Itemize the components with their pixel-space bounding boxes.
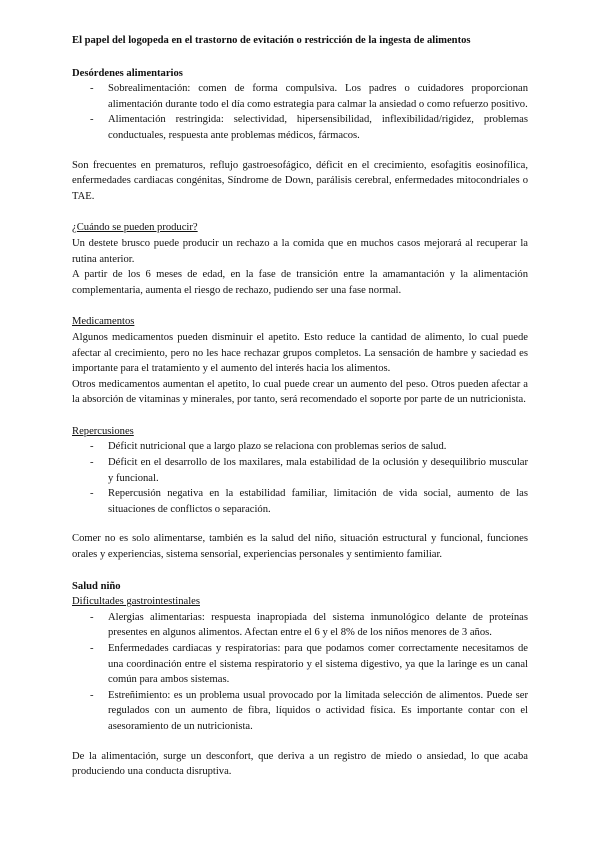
paragraph: Son frecuentes en prematuros, reflujo gastroesofágico, déficit en el crecimiento, esofagitis eosinofílica, enfermedades cardiacas congénitas, Síndrome de Down, parálisis cerebral, enfermedades mitocondriales o TAE. (72, 159, 528, 202)
list-item: - Déficit en el desarrollo de los maxilares, mala estabilidad de la oclusión y desequilibrio muscular y funcional. (90, 457, 528, 484)
list-item: - Repercusión negativa en la estabilidad familiar, limitación de vida social, aumento de las situaciones de conflictos o separación. (90, 488, 528, 515)
list-item: - Sobrealimentación: comen de forma compulsiva. Los padres o cuidadores proporcionan alimentación durante todo el día como estrategia para calmar la ansiedad o como refuerzo positivo. (90, 83, 528, 110)
paragraph: Un destete brusco puede producir un rechazo a la comida que en muchos casos mejorará al recuperar la rutina anterior. (72, 237, 528, 265)
repercusiones-list (72, 439, 528, 517)
list-item: - Estreñimiento: es un problema usual provocado por la limitada selección de alimentos. Puede ser regulados con un aumento de fibra, líquidos o actividad física. Es importante contar con el asesoramiento de un nutricionista. (90, 689, 528, 732)
paragraph: Algunos medicamentos pueden disminuir el apetito. Esto reduce la cantidad de alimento, lo cual puede afectar al crecimiento, pero no les hace rechazar grupos completos. La sensación de hambre y saciedad es importante para el tratamiento y el aumento del interés hacia los alimentos. (72, 331, 528, 375)
paragraph: Otros medicamentos aumentan el apetito, lo cual puede crear un aumento del peso. Otros pueden afectar a la absorción de vitaminas y minerales, por tanto, será recomendado el soporte por parte de un nutricionista. (72, 378, 528, 406)
list-item: - Enfermedades cardiacas y respiratorias: para que podamos comer correctamente necesitamos de una coordinación entre el sistema respiratorio y el sistema digestivo, ya que la laringe es un canal común para ambos sistemas. (90, 643, 528, 686)
section-heading-desordenes: Desórdenes alimentarios (72, 67, 183, 79)
section-heading-salud: Salud niño (72, 580, 121, 592)
document-title: El papel del logopeda en el trastorno de evitación o restricción de la ingesta de alimentos (72, 35, 471, 46)
dash-bullet: - (90, 441, 94, 453)
dash-bullet: - (90, 457, 94, 469)
dash-bullet: - (90, 643, 94, 654)
list-item: - Alimentación restringida: selectividad, hipersensibilidad, inflexibilidad/rigidez, problemas conductuales, respuesta ante problemas médicos, fármacos. (90, 114, 528, 141)
section-heading-medicamentos: Medicamentos (72, 316, 135, 328)
section-heading-repercusiones: Repercusiones (72, 425, 134, 437)
gastro-list (72, 610, 528, 735)
subheading-gastro: Dificultades gastrointestinales (72, 596, 200, 608)
dash-bullet: - (90, 689, 94, 701)
list-item: - Alergias alimentarias: respuesta inapropiada del sistema inmunológico delante de proteínas presentes en algunos alimentos. Afectan entre el 6 y el 8% de los niños menores de 3 años. (90, 611, 528, 639)
section-heading-cuando: ¿Cuándo se pueden producir? (72, 222, 198, 234)
list-item: - Déficit nutricional que a largo plazo se relaciona con problemas serios de salud. (72, 439, 528, 455)
desordenes-list (72, 81, 528, 143)
paragraph: De la alimentación, surge un desconfort, que deriva a un registro de miedo o ansiedad, lo que acaba produciendo una conducta disruptiva. (72, 750, 528, 778)
paragraph: A partir de los 6 meses de edad, en la fase de transición entre la amamantación y la alimentación complementaria, aumenta el riesgo de rechazo, pudiendo ser una fase normal. (72, 269, 528, 296)
dash-bullet: - (90, 611, 94, 623)
dash-bullet: - (90, 83, 94, 95)
paragraph: Comer no es solo alimentarse, también es la salud del niño, situación estructural y funcional, funciones orales y experiencias, sistema sensorial, experiencias personales y sentimiento familiar. (72, 533, 528, 561)
dash-bullet: - (90, 488, 94, 500)
dash-bullet: - (90, 114, 94, 126)
